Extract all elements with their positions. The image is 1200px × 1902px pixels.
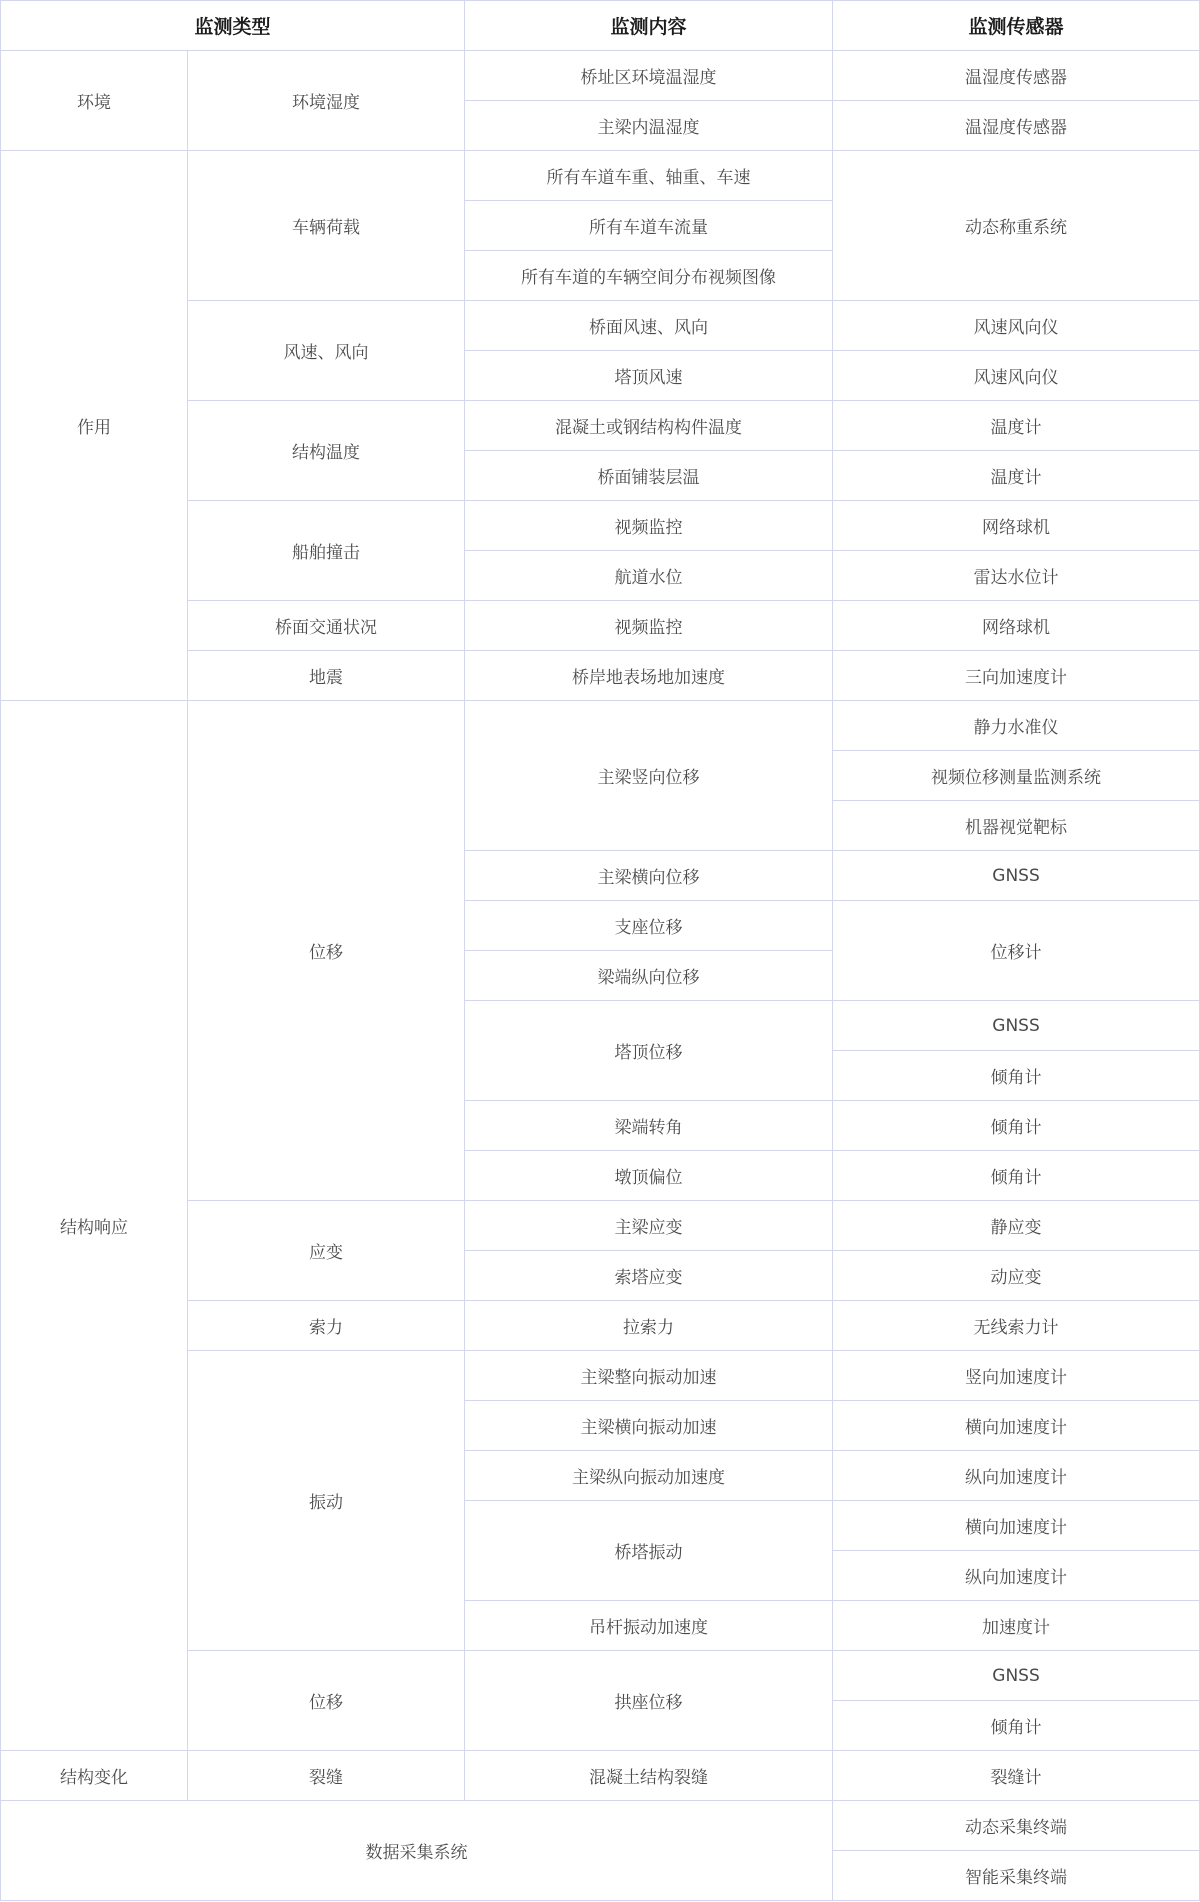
content-cell: 塔顶风速 [465, 351, 833, 401]
content-cell: 主梁纵向振动加速度 [465, 1451, 833, 1501]
table-row [1, 1751, 1200, 1801]
content-cell: 所有车道车重、轴重、车速 [465, 151, 833, 201]
sensor-cell: 网络球机 [833, 501, 1200, 551]
header-monitoring-content: 监测内容 [465, 1, 833, 51]
sensor-cell: 静力水准仪 [833, 701, 1200, 751]
content-cell: 主梁竖向位移 [465, 701, 833, 851]
content-cell: 墩顶偏位 [465, 1151, 833, 1201]
sensor-cell: 动态称重系统 [833, 151, 1200, 301]
content-cell: 支座位移 [465, 901, 833, 951]
content-cell: 视频监控 [465, 501, 833, 551]
category-cell: 作用 [1, 151, 188, 701]
content-cell: 所有车道的车辆空间分布视频图像 [465, 251, 833, 301]
subtype-cell: 地震 [188, 651, 465, 701]
subtype-cell: 结构温度 [188, 401, 465, 501]
subtype-cell: 船舶撞击 [188, 501, 465, 601]
subtype-cell: 应变 [188, 1201, 465, 1301]
sensor-cell: 位移计 [833, 901, 1200, 1001]
content-cell: 主梁内温湿度 [465, 101, 833, 151]
sensor-cell: 风速风向仪 [833, 301, 1200, 351]
sensor-cell: 温度计 [833, 451, 1200, 501]
subtype-cell: 环境湿度 [188, 51, 465, 151]
content-cell: 航道水位 [465, 551, 833, 601]
sensor-cell: 倾角计 [833, 1151, 1200, 1201]
sensor-cell: 纵向加速度计 [833, 1451, 1200, 1501]
subtype-cell: 车辆荷载 [188, 151, 465, 301]
content-cell: 索塔应变 [465, 1251, 833, 1301]
sensor-cell: 倾角计 [833, 1701, 1200, 1751]
sensor-cell: 雷达水位计 [833, 551, 1200, 601]
sensor-cell: 温湿度传感器 [833, 101, 1200, 151]
subtype-cell: 桥面交通状况 [188, 601, 465, 651]
subtype-cell: 位移 [188, 1651, 465, 1751]
header-monitoring-sensor: 监测传感器 [833, 1, 1200, 51]
table-header-row [1, 1, 1200, 51]
sensor-cell: 倾角计 [833, 1051, 1200, 1101]
sensor-cell: GNSS [833, 1001, 1200, 1051]
sensor-cell: 智能采集终端 [833, 1851, 1200, 1901]
table-row [1, 1801, 1200, 1851]
header-monitoring-type: 监测类型 [1, 1, 465, 51]
sensor-cell: 倾角计 [833, 1101, 1200, 1151]
subtype-cell: 风速、风向 [188, 301, 465, 401]
sensor-cell: 纵向加速度计 [833, 1551, 1200, 1601]
table-row [1, 151, 1200, 201]
sensor-cell: GNSS [833, 851, 1200, 901]
category-cell: 环境 [1, 51, 188, 151]
content-cell: 主梁应变 [465, 1201, 833, 1251]
content-cell: 所有车道车流量 [465, 201, 833, 251]
sensor-cell: 静应变 [833, 1201, 1200, 1251]
content-cell: 塔顶位移 [465, 1001, 833, 1101]
content-cell: 主梁整向振动加速 [465, 1351, 833, 1401]
sensor-cell: 横向加速度计 [833, 1501, 1200, 1551]
table-row [1, 701, 1200, 751]
sensor-cell: 裂缝计 [833, 1751, 1200, 1801]
content-cell: 视频监控 [465, 601, 833, 651]
sensor-cell: 三向加速度计 [833, 651, 1200, 701]
category-cell: 结构变化 [1, 1751, 188, 1801]
sensor-cell: 竖向加速度计 [833, 1351, 1200, 1401]
sensor-cell: 机器视觉靶标 [833, 801, 1200, 851]
content-cell: 桥岸地表场地加速度 [465, 651, 833, 701]
sensor-cell: 风速风向仪 [833, 351, 1200, 401]
sensor-cell: 动态采集终端 [833, 1801, 1200, 1851]
content-cell: 拉索力 [465, 1301, 833, 1351]
subtype-cell: 振动 [188, 1351, 465, 1651]
content-cell: 桥面铺装层温 [465, 451, 833, 501]
content-cell: 吊杆振动加速度 [465, 1601, 833, 1651]
sensor-cell: 网络球机 [833, 601, 1200, 651]
content-cell: 梁端纵向位移 [465, 951, 833, 1001]
table-row [1, 51, 1200, 101]
sensor-cell: 视频位移测量监测系统 [833, 751, 1200, 801]
sensor-cell: 加速度计 [833, 1601, 1200, 1651]
category-cell: 结构响应 [1, 701, 188, 1751]
sensor-cell: 无线索力计 [833, 1301, 1200, 1351]
content-cell: 桥塔振动 [465, 1501, 833, 1601]
sensor-cell: GNSS [833, 1651, 1200, 1701]
content-cell: 桥址区环境温湿度 [465, 51, 833, 101]
sensor-cell: 温湿度传感器 [833, 51, 1200, 101]
content-cell: 梁端转角 [465, 1101, 833, 1151]
subtype-cell: 位移 [188, 701, 465, 1201]
content-cell: 混凝土结构裂缝 [465, 1751, 833, 1801]
content-cell: 桥面风速、风向 [465, 301, 833, 351]
content-cell: 混凝土或钢结构构件温度 [465, 401, 833, 451]
sensor-cell: 动应变 [833, 1251, 1200, 1301]
subtype-cell: 裂缝 [188, 1751, 465, 1801]
category-cell: 数据采集系统 [1, 1801, 833, 1901]
sensor-cell: 横向加速度计 [833, 1401, 1200, 1451]
sensor-cell: 温度计 [833, 401, 1200, 451]
subtype-cell: 索力 [188, 1301, 465, 1351]
content-cell: 主梁横向振动加速 [465, 1401, 833, 1451]
content-cell: 拱座位移 [465, 1651, 833, 1751]
content-cell: 主梁横向位移 [465, 851, 833, 901]
